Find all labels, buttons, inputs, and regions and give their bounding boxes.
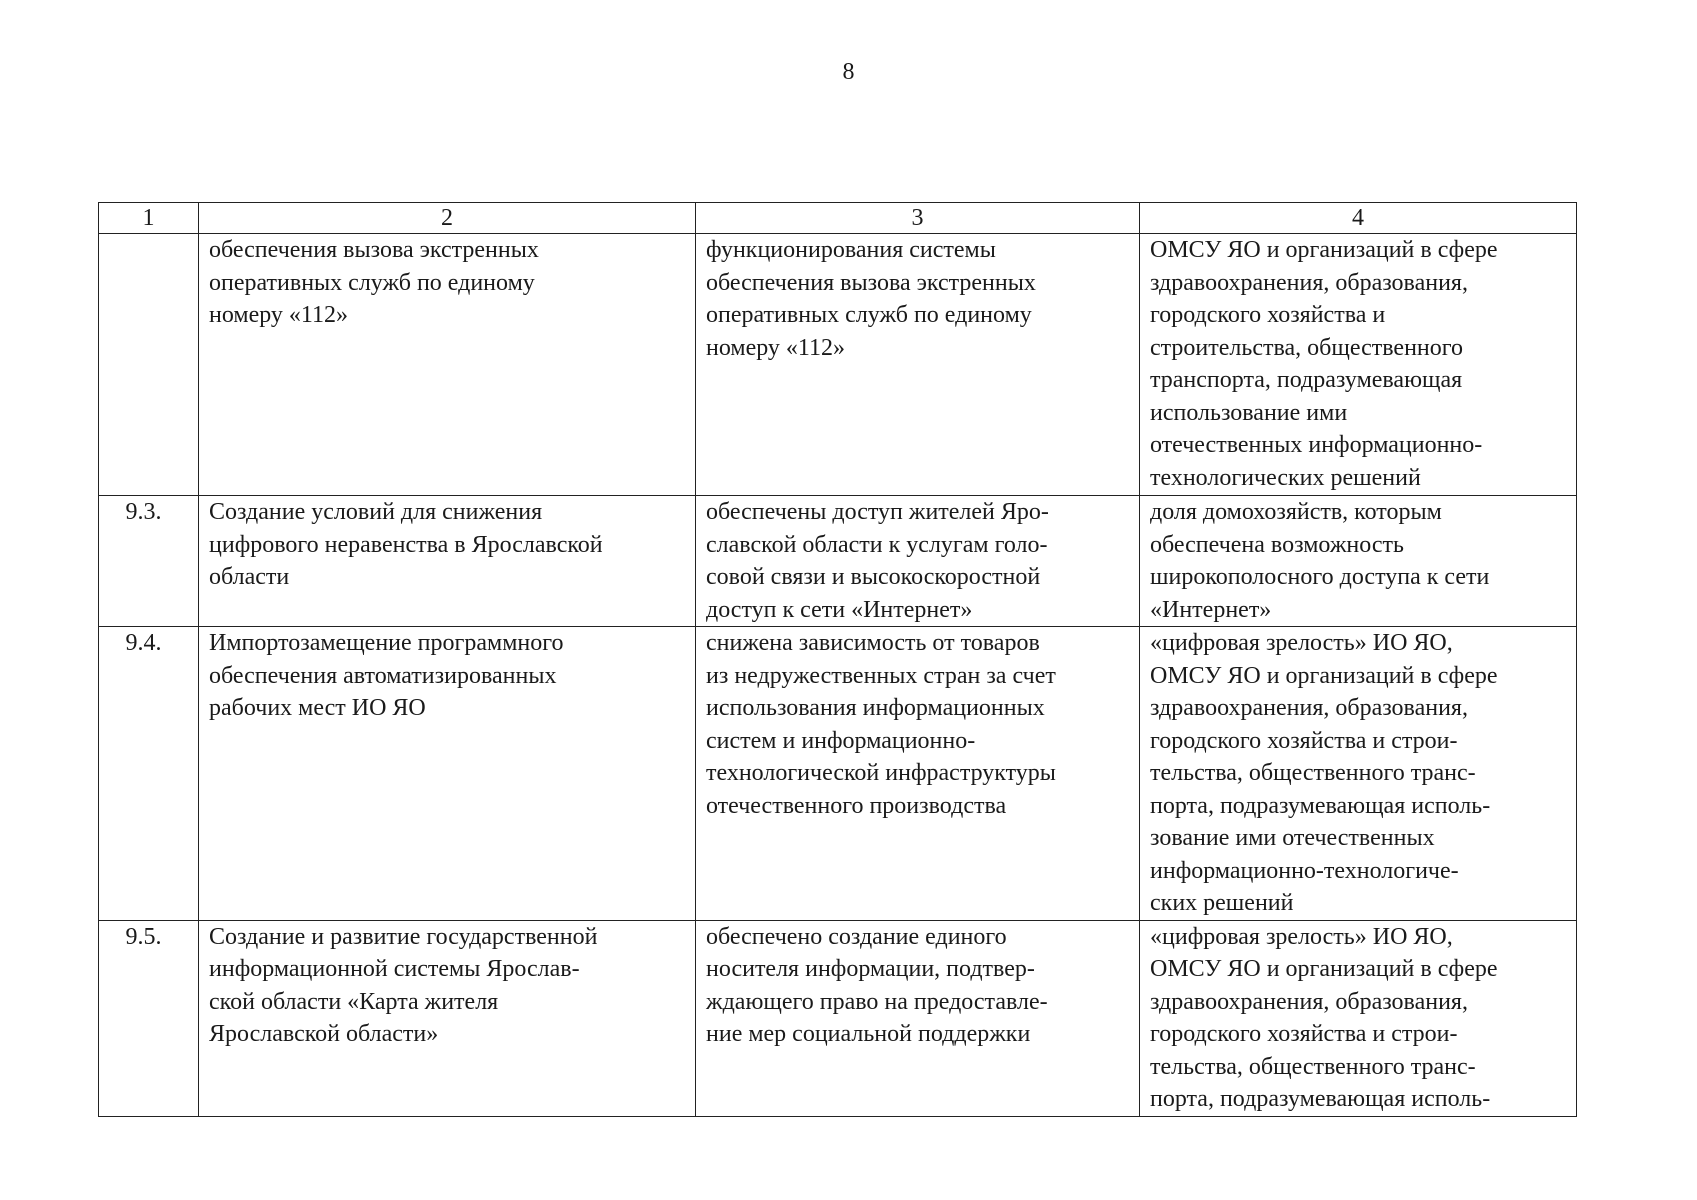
row-number: 9.5. bbox=[99, 920, 199, 1116]
task-cell: Создание и развитие государственной информационной системы Ярослав- ской области «Карта жителя Ярославской области» bbox=[199, 920, 696, 1116]
result-cell: функционирования системы обеспечения вызова экстренных оперативных служб по единому номеру «112» bbox=[696, 234, 1140, 496]
indicator-cell: ОМСУ ЯО и организаций в сфере здравоохранения, образования, городского хозяйства и строительства, общественного транспорта, подразумевающая использование ими отечественных информационно- технологических решений bbox=[1140, 234, 1577, 496]
column-header-2: 2 bbox=[199, 203, 696, 234]
row-number: 9.4. bbox=[99, 627, 199, 921]
indicator-cell: «цифровая зрелость» ИО ЯО, ОМСУ ЯО и организаций в сфере здравоохранения, образования, городского хозяйства и строи- тельства, общественного транс- порта, подразумевающая исполь- bbox=[1140, 920, 1577, 1116]
result-cell: обеспечено создание единого носителя информации, подтвер- ждающего право на предоставле- ние мер социальной поддержки bbox=[696, 920, 1140, 1116]
task-cell: Создание условий для снижения цифрового неравенства в Ярославской области bbox=[199, 496, 696, 627]
column-header-1: 1 bbox=[99, 203, 199, 234]
result-cell: снижена зависимость от товаров из недружественных стран за счет использования информационных систем и информационно- технологической инфраструктуры отечественного производства bbox=[696, 627, 1140, 921]
table-row bbox=[99, 496, 1577, 627]
measures-table bbox=[98, 202, 1577, 1117]
table-row bbox=[99, 920, 1577, 1116]
row-number bbox=[99, 234, 199, 496]
table-row bbox=[99, 234, 1577, 496]
indicator-cell: «цифровая зрелость» ИО ЯО, ОМСУ ЯО и организаций в сфере здравоохранения, образования, городского хозяйства и строи- тельства, общественного транс- порта, подразумевающая исполь- зование ими отечественных информационно-технологиче- ских решений bbox=[1140, 627, 1577, 921]
task-cell: обеспечения вызова экстренных оперативных служб по единому номеру «112» bbox=[199, 234, 696, 496]
row-number: 9.3. bbox=[99, 496, 199, 627]
column-header-3: 3 bbox=[696, 203, 1140, 234]
task-cell: Импортозамещение программного обеспечения автоматизированных рабочих мест ИО ЯО bbox=[199, 627, 696, 921]
page-number: 8 bbox=[842, 59, 855, 85]
column-header-4: 4 bbox=[1140, 203, 1577, 234]
table-header-row bbox=[99, 203, 1577, 234]
indicator-cell: доля домохозяйств, которым обеспечена возможность широкополосного доступа к сети «Интернет» bbox=[1140, 496, 1577, 627]
result-cell: обеспечены доступ жителей Яро- славской области к услугам голо- совой связи и высокоскоростной доступ к сети «Интернет» bbox=[696, 496, 1140, 627]
table-row bbox=[99, 627, 1577, 921]
